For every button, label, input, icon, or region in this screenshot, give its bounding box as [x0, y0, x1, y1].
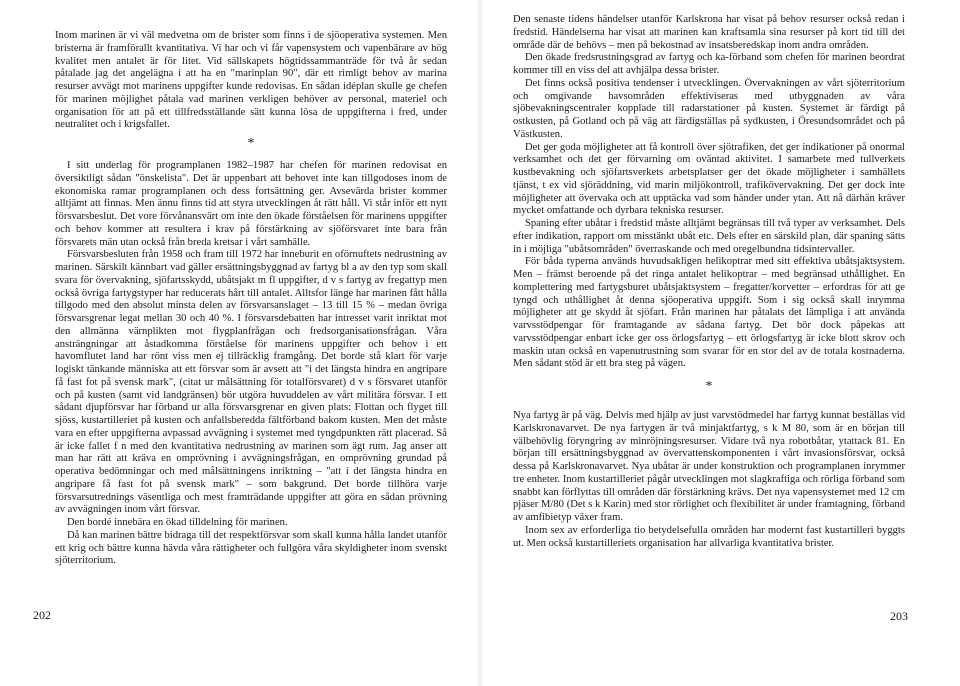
paragraph: Inom sex av erforderliga tio betydelsefulla områden har modernt fast kustartilleri byggts ut. Men också kustartilleriets organisation har allvarliga kvantitativa brister.: [513, 524, 905, 549]
paragraph: I sitt underlag för programplanen 1982–1987 har chefen för marinen redovisat en översiktligt sådan "önskelista". Det är uppenbart att behovet inte kan tillgodoses inom de ekonomiska ramar programplanen och dess fortsättning ger. Avsevärda brister kommer alltjämt att finnas. Men ännu finns tid att styra utvecklingen åt rätt håll. Vi står inför ett nytt försvarsbeslut. Det vore förvånansvärt om inte den ökade förståelsen för marinens uppgifter och behov kommer att resultera i krav på förstärkning av sjöförsvaret inte bara från försvarets män utan också från breda kretsar i vårt samhälle.: [55, 160, 447, 248]
paragraph: Det finns också positiva tendenser i utvecklingen. Övervakningen av vårt sjöterritorium och omgivande havsområden effektiviseras med utbyggnaden av våra sjöbevakningscentraler kopplade till radarstationer på kusten. Systemet är färdigt på ostkusten, på Gotland och på väg att färdigställas på sydkusten, i Öresundsområdet och på Västkusten.: [513, 77, 905, 140]
paragraph: För båda typerna används huvudsakligen helikoptrar med sitt effektiva ubåtsjaktsystem. Men – främst beroende på det ringa antalet helikoptrar – med begränsad uthållighet. En komplettering med fartygsburet ubåtsjaktsystem – fregatter/korvetter – erfordras för att ge tyngd och uthållighet åt denna sjöoperativa uppgift. Som i sig också skall inrymma möjligheter att ge skydd åt sjöfart. Från marinen har påtalats det lämpliga i att använda varvsstödpengar för framtagande av sådana fartyg. Det bör dock påpekas att varvsstödpengar enbart icke ger oss örlogsfartyg – ett örlogsfartyg är icke blott skrov och maskin utan också en vapenutrustning som svarar för en stor del av de totala kostnaderna. Men sådant stöd är ett bra steg på vägen.: [513, 256, 905, 370]
page-number: 202: [33, 608, 51, 622]
paragraph: Försvarsbesluten från 1958 och fram till 1972 har inneburit en oförnuftets nedrustning av marinen. Särskilt kännbart vad gäller ersättningsbyggnad av fartyg bl a av den typ som skall svara för övervakning, sjöfartsskydd, ubåtsjakt m fl uppgifter, d v s fartyg av fregattyp men också övriga fartygstyper har reducerats hårt till antalet. Alltsfor länge har marinen fått hålla tillgodo med den absolut minsta delen av försvarsanslaget – 13 till 15 % – medan övriga försvarsgrenar legat mellan 30 och 40 %. I försvarsdebatten har intresset varit inriktat mot den allmänna värnplikten mot flygplanfrågan och fredsorganisationsfrågan. Våra ansträngningar att åstadkomma förståelse för marinens uppgifter och behov i ett havomflutet land har rönt viss men ej tillräcklig framgång. Det borde stå klart för varje logiskt tänkande människa att ett försvar som är avsett att "i det längsta hindra en angripare få fast fot på svensk mark", (citat ur målsättning för totalförsvaret) d v s försvaret utanför och på kusten (samt vid landgränsen) bör utgöra huvuddelen av vårt militära försvar. I ett sådant djupförsvar har förband ur alla försvarsgrenar en given plats: Flottan och flyget till sjöss, kustartilleriet på kusten och anfallsberedda fältförband bakom kusten. Men det måste vara en efter uppgifterna avpassad avvägning i systemet med tyngdpunkten rätt placerad. Så är icke fallet f n med den kvantitativa nedrustning av marinen som ägt rum. Jag anser att man har rätt att kräva en omprövning i avvägningsfrågan, en omprövning grundad på operativa bedömningar och med målsättningens inriktning – "att i det längsta hindra en angripare få fast fot på svensk mark" – som bakgrund. Det borde tillhöra varje försvarsutrednings väsentliga och mest framträdande uppgifter att göra en sådan prövning av avvägningen inom vårt försvar.: [55, 249, 447, 516]
page-number: 203: [890, 609, 908, 623]
paragraph: Den ökade fredsrustningsgrad av fartyg och ka-förband som chefen för marinen beordrat kommer till en viss del att avhjälpa dessa brister.: [513, 52, 905, 76]
paragraph: Den senaste tidens händelser utanför Karlskrona har visat på behov resurser också redan i fredstid. Händelserna har visat att marinen kan kraftsamla sina resurser på kort tid till det område där de behövs – men på bekostnad av insatsberedskap inom andra områden.: [513, 14, 905, 51]
paragraph: Spaning efter ubåtar i fredstid måste alltjämt begränsas till två typer av verksamhet. Dels efter indikation, rapport om misstänkt ubåt etc. Dels efter en särskild plan, där spaning sätts in i möjliga "ubåtsområden" överraskande och med oregelbundna tidsintervaller.: [513, 218, 905, 255]
section-separator: *: [247, 136, 255, 151]
paragraph: Inom marinen är vi väl medvetna om de brister som finns i de sjöoperativa systemen. Men bristerna är framförallt kvantitativa. Vi har och vi får vapensystem och vapenbärare av hög kvalitet men antalet är för litet. Vid sällskapets högtidssammanträde för två år sedan påtalade jag det angelägna i att ha en "marinplan 90", där ett rimligt behov av marina resurser avvägt mot marinens uppgifter kunde redovisas. En sådan idéplan skulle ge chefen för marinen möjlighet påtala vad marinen verkligen behöver av personal, materiel och organisation för att på ett tillfredsställande sätt kunna lösa de uppgifterna i fred, under neutralitet och i krigsfallet.: [55, 30, 447, 131]
paragraph: Det ger goda möjligheter att få kontroll över sjötrafiken, det ger indikationer på onormal verksamhet och det ger förvarning om oväntad aktivitet. I samarbete med tullverkets kustbevakning och sjöfartsverkets arbetsplatser ger det ökade möjligheter i samhällets tjänst, t ex vid sjöräddning, vid marin miljökontroll, trafikövervakning. Det ger dock inte möjligheter att övervaka och att upptäcka vad som händer under ytan. Att nå därhän kräver mycket omfattande och dyrbara tekniska resurser.: [513, 141, 905, 217]
paragraph: Den bordé innebära en ökad tilldelning för marinen.: [67, 517, 288, 528]
section-separator: *: [705, 379, 713, 394]
left-page-text: [55, 30, 447, 568]
right-page: [480, 0, 960, 686]
paragraph: Nya fartyg är på väg. Delvis med hjälp av just varvstödmedel har fartyg kunnat beställas vid Karlskronavarvet. De nya fartygen är två minjaktfartyg, s k M 80, som är en början till välbehövlig föryngring av minröjningsresurser. Vidare två nya robotbåtar, ytattack 81. En början till ersättningsbyggnad av övervattenskomponenten i vårt invasionsförsvar, också dessa på Karlskronavarvet. Nya ubåtar är under konstruktion och programplanen inrymmer tre enheter. Inom kustartilleriet pågår utvecklingen mot slagkraftiga och rörliga förband som snabbt kan förflyttas till områden där förstärkning krävs. Det nya vapensystemet med 12 cm pjäser M/80 (Det s k Karin) med stor rörlighet och flexibilitet är under framtagning, förband av amfibietyp växer fram.: [513, 410, 905, 523]
paragraph: Då kan marinen bättre bidraga till det respektförsvar som skall kunna hålla landet utanför ett krig och bättre kunna hävda våra rättigheter och fullgöra våra skyldigheter inom svenskt sjöterritorium.: [55, 529, 447, 567]
right-page-text: [513, 14, 905, 550]
